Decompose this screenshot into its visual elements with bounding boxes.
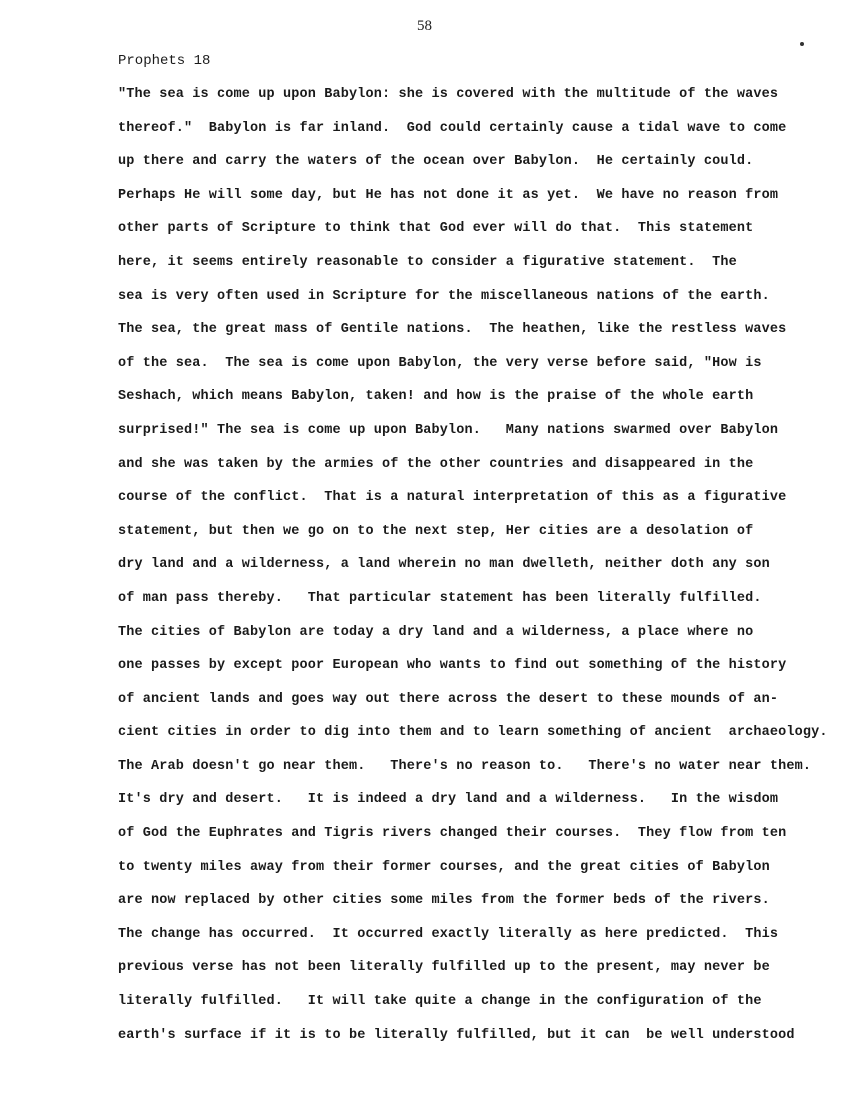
text-line: cient cities in order to dig into them and to learn something of ancient archaeology. bbox=[118, 725, 828, 741]
text-line: are now replaced by other cities some miles from the former beds of the rivers. bbox=[118, 893, 770, 909]
text-line: here, it seems entirely reasonable to consider a figurative statement. The bbox=[118, 254, 737, 270]
text-line: of ancient lands and goes way out there across the desert to these mounds of an- bbox=[118, 691, 779, 707]
text-line: sea is very often used in Scripture for the miscellaneous nations of the earth. bbox=[118, 288, 770, 304]
text-line: and she was taken by the armies of the other countries and disappeared in the bbox=[118, 456, 754, 472]
text-line: of God the Euphrates and Tigris rivers changed their courses. They flow from ten bbox=[118, 826, 787, 842]
text-line: up there and carry the waters of the ocean over Babylon. He certainly could. bbox=[118, 154, 754, 170]
paper-speck bbox=[800, 42, 804, 46]
page-header: Prophets 18 bbox=[118, 53, 211, 69]
text-line: Perhaps He will some day, but He has not done it as yet. We have no reason from bbox=[118, 187, 779, 203]
text-line: The cities of Babylon are today a dry land and a wilderness, a place where no bbox=[118, 624, 754, 640]
page-number: 58 bbox=[417, 18, 432, 34]
body-text bbox=[118, 84, 833, 1058]
text-line: of man pass thereby. That particular statement has been literally fulfilled. bbox=[118, 590, 762, 606]
text-line: one passes by except poor European who wants to find out something of the history bbox=[118, 658, 787, 674]
text-line: It's dry and desert. It is indeed a dry land and a wilderness. In the wisdom bbox=[118, 792, 779, 808]
text-line: The change has occurred. It occurred exactly literally as here predicted. This bbox=[118, 926, 779, 942]
text-line: of the sea. The sea is come upon Babylon, the very verse before said, "How is bbox=[118, 355, 762, 371]
text-line: Seshach, which means Babylon, taken! and how is the praise of the whole earth bbox=[118, 389, 754, 405]
text-line: to twenty miles away from their former courses, and the great cities of Babylon bbox=[118, 859, 770, 875]
text-line: course of the conflict. That is a natural interpretation of this as a figurative bbox=[118, 490, 787, 506]
text-line: The sea, the great mass of Gentile nations. The heathen, like the restless waves bbox=[118, 322, 787, 338]
text-line: thereof." Babylon is far inland. God could certainly cause a tidal wave to come bbox=[118, 120, 787, 136]
text-line: earth's surface if it is to be literally fulfilled, but it can be well understood bbox=[118, 1027, 795, 1043]
text-line: The Arab doesn't go near them. There's no reason to. There's no water near them. bbox=[118, 758, 812, 774]
text-line: statement, but then we go on to the next step, Her cities are a desolation of bbox=[118, 523, 754, 539]
text-line: literally fulfilled. It will take quite a change in the configuration of the bbox=[118, 994, 762, 1010]
text-line: previous verse has not been literally fulfilled up to the present, may never be bbox=[118, 960, 770, 976]
text-line: other parts of Scripture to think that God ever will do that. This statement bbox=[118, 221, 754, 237]
text-line: dry land and a wilderness, a land wherein no man dwelleth, neither doth any son bbox=[118, 557, 770, 573]
text-line: surprised!" The sea is come up upon Babylon. Many nations swarmed over Babylon bbox=[118, 422, 779, 438]
text-line: "The sea is come up upon Babylon: she is covered with the multitude of the waves bbox=[118, 87, 779, 102]
